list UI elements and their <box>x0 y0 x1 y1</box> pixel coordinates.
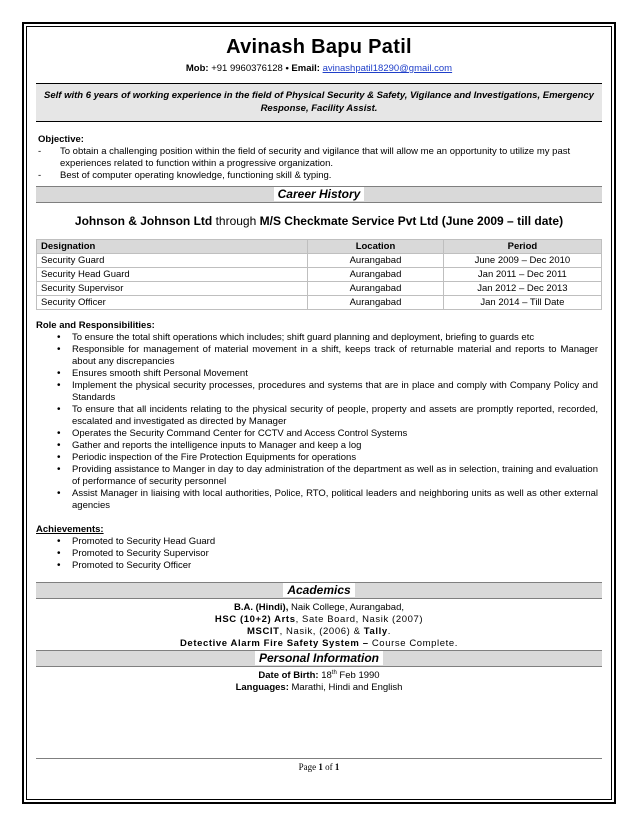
bullet-icon: • <box>57 560 61 571</box>
cell-period: Jan 2011 – Dec 2011 <box>443 268 601 282</box>
bullet-icon: • <box>57 452 61 463</box>
table-row <box>37 282 602 296</box>
page-word: Page <box>298 762 317 772</box>
objective-heading: Objective: <box>38 134 84 145</box>
cell-period: Jan 2012 – Dec 2013 <box>443 282 601 296</box>
academics-section <box>36 602 602 650</box>
list-item <box>36 488 602 512</box>
academic-line <box>36 626 602 638</box>
degree-name: HSC (10+2) Arts <box>214 614 296 625</box>
list-item <box>36 452 602 464</box>
degree-name: B.A. (Hindi), <box>233 602 289 613</box>
cell-designation: Security Guard <box>37 254 308 268</box>
dash-marker: - <box>38 170 42 181</box>
role-text: Gather and reports the intelligence inputs to Manager and keep a log <box>72 440 362 451</box>
course-name: Tally <box>363 626 388 637</box>
page-number: 1 <box>318 762 323 772</box>
achievement-text: Promoted to Security Officer <box>72 560 192 571</box>
academic-line <box>36 614 602 626</box>
languages-line <box>36 682 602 694</box>
academic-line <box>36 638 602 650</box>
table-header-row <box>37 240 602 254</box>
list-item <box>36 464 602 488</box>
role-text: Operates the Security Command Center for CCTV and Access Control Systems <box>72 428 408 439</box>
bullet-icon: • <box>57 548 61 559</box>
company-line <box>36 213 602 229</box>
dob-rest: Feb 1990 <box>336 670 380 681</box>
section-title: Academics <box>283 583 354 597</box>
bullet-icon: • <box>57 368 61 379</box>
achievement-text: Promoted to Security Supervisor <box>72 548 209 559</box>
course-name: MSCIT <box>247 626 280 637</box>
list-item <box>36 404 602 428</box>
dob-label: Date of Birth: <box>258 670 319 681</box>
bullet-icon: • <box>57 440 61 451</box>
roles-heading: Role and Responsibilities: <box>36 320 155 331</box>
role-text: To ensure the total shift operations which includes; shift guard planning and deployment, briefing to guards etc <box>72 332 535 343</box>
role-text: Implement the physical security processes, procedures and systems that are in place and comply with Company Policy and Standards <box>72 380 598 403</box>
email-link[interactable]: avinashpatil18290@gmail.com <box>322 63 453 74</box>
profile-summary: Self with 6 years of working experience in the field of Physical Security & Safety, Vigilance and Investigations, Emergency Response, Facility Assist. <box>36 84 602 122</box>
col-header-period: Period <box>443 240 601 254</box>
list-item <box>36 440 602 452</box>
course-name: Detective Alarm Fire Safety System – <box>179 638 369 649</box>
cell-designation: Security Supervisor <box>37 282 308 296</box>
cell-location: Aurangabad <box>308 296 444 310</box>
cell-designation: Security Head Guard <box>37 268 308 282</box>
list-item <box>36 344 602 368</box>
list-item <box>36 548 602 560</box>
course-detail: . <box>387 626 391 637</box>
table-row <box>37 296 602 310</box>
list-item <box>36 368 602 380</box>
of-word: of <box>325 762 333 772</box>
degree-detail: Naik College, Aurangabad, <box>288 602 405 613</box>
cell-period: June 2009 – Dec 2010 <box>443 254 601 268</box>
list-item <box>36 332 602 344</box>
role-text: Responsible for management of material movement in a shift, keeps track of returnable material and reports to Manager about any discrepancies <box>72 344 598 367</box>
table-row <box>37 268 602 282</box>
bullet-icon: • <box>57 488 61 499</box>
bullet-icon: • <box>57 344 61 355</box>
contractor-name: M/S Checkmate Service Pvt Ltd (June 2009 – till date) <box>259 214 564 228</box>
objective-item <box>36 146 602 170</box>
achievements-heading: Achievements: <box>36 524 104 535</box>
career-history-heading <box>36 186 602 203</box>
col-header-location: Location <box>308 240 444 254</box>
role-text: Providing assistance to Manger in day to day administration of the department as well as in selection, training and evaluation of performance of security personnel <box>72 464 598 487</box>
cell-location: Aurangabad <box>308 254 444 268</box>
bullet-icon: • <box>57 428 61 439</box>
dob-day: 18 <box>318 670 332 681</box>
page-footer <box>36 758 602 772</box>
objective-text: Best of computer operating knowledge, functioning skill & typing. <box>60 170 332 181</box>
roles-section <box>36 320 602 512</box>
role-text: To ensure that all incidents relating to the physical security of people, property and assets are promptly reported, recorded, escalated and investigated as directed by Manager <box>72 404 598 427</box>
list-item <box>36 536 602 548</box>
resume-content <box>36 34 602 694</box>
cell-location: Aurangabad <box>308 268 444 282</box>
objective-section <box>36 134 602 182</box>
bullet-icon: • <box>57 380 61 391</box>
objective-item <box>36 170 602 182</box>
page-total: 1 <box>334 762 340 772</box>
bullet-icon: • <box>57 464 61 475</box>
objective-text: To obtain a challenging position within the field of security and vigilance that will allow me an opportunity to utilize my past experiences related to function within a progressive organization. <box>60 146 571 169</box>
languages-value: Marathi, Hindi and English <box>288 682 403 693</box>
degree-detail: , Sate Board, Nasik (2007) <box>295 614 424 625</box>
section-title: Career History <box>274 187 365 201</box>
company-through: through <box>212 214 260 228</box>
bullet-separator: • <box>285 63 289 74</box>
achievement-text: Promoted to Security Head Guard <box>72 536 216 547</box>
col-header-designation: Designation <box>37 240 308 254</box>
academic-line <box>36 602 602 614</box>
dob-line <box>36 670 602 682</box>
section-title: Personal Information <box>255 651 383 665</box>
candidate-name: Avinash Bapu Patil <box>226 36 412 58</box>
bullet-icon: • <box>57 536 61 547</box>
dob-suffix: th <box>331 669 337 676</box>
mob-value: +91 9960376128 <box>211 63 283 74</box>
cell-designation: Security Officer <box>37 296 308 310</box>
cell-period: Jan 2014 – Till Date <box>443 296 601 310</box>
achievements-section <box>36 524 602 572</box>
personal-info-heading <box>36 650 602 667</box>
personal-info-section <box>36 670 602 694</box>
academics-heading <box>36 582 602 599</box>
course-detail: Course Complete. <box>368 638 459 649</box>
course-detail: , Nasik, (2006) & <box>279 626 364 637</box>
contact-line <box>36 63 602 75</box>
bullet-icon: • <box>57 404 61 415</box>
list-item <box>36 560 602 572</box>
cell-location: Aurangabad <box>308 282 444 296</box>
role-text: Ensures smooth shift Personal Movement <box>72 368 248 379</box>
table-row <box>37 254 602 268</box>
languages-label: Languages: <box>235 682 289 693</box>
email-label: Email: <box>291 63 320 74</box>
role-text: Periodic inspection of the Fire Protection Equipments for operations <box>72 452 357 463</box>
career-table <box>36 239 602 310</box>
list-item <box>36 380 602 404</box>
dash-marker: - <box>38 146 42 157</box>
mob-label: Mob: <box>185 63 209 74</box>
role-text: Assist Manager in liaising with local authorities, Police, RTO, political leaders and neighboring units as well as other external agencies <box>72 488 598 511</box>
list-item <box>36 428 602 440</box>
bullet-icon: • <box>57 332 61 343</box>
company-name: Johnson & Johnson Ltd <box>74 214 213 228</box>
